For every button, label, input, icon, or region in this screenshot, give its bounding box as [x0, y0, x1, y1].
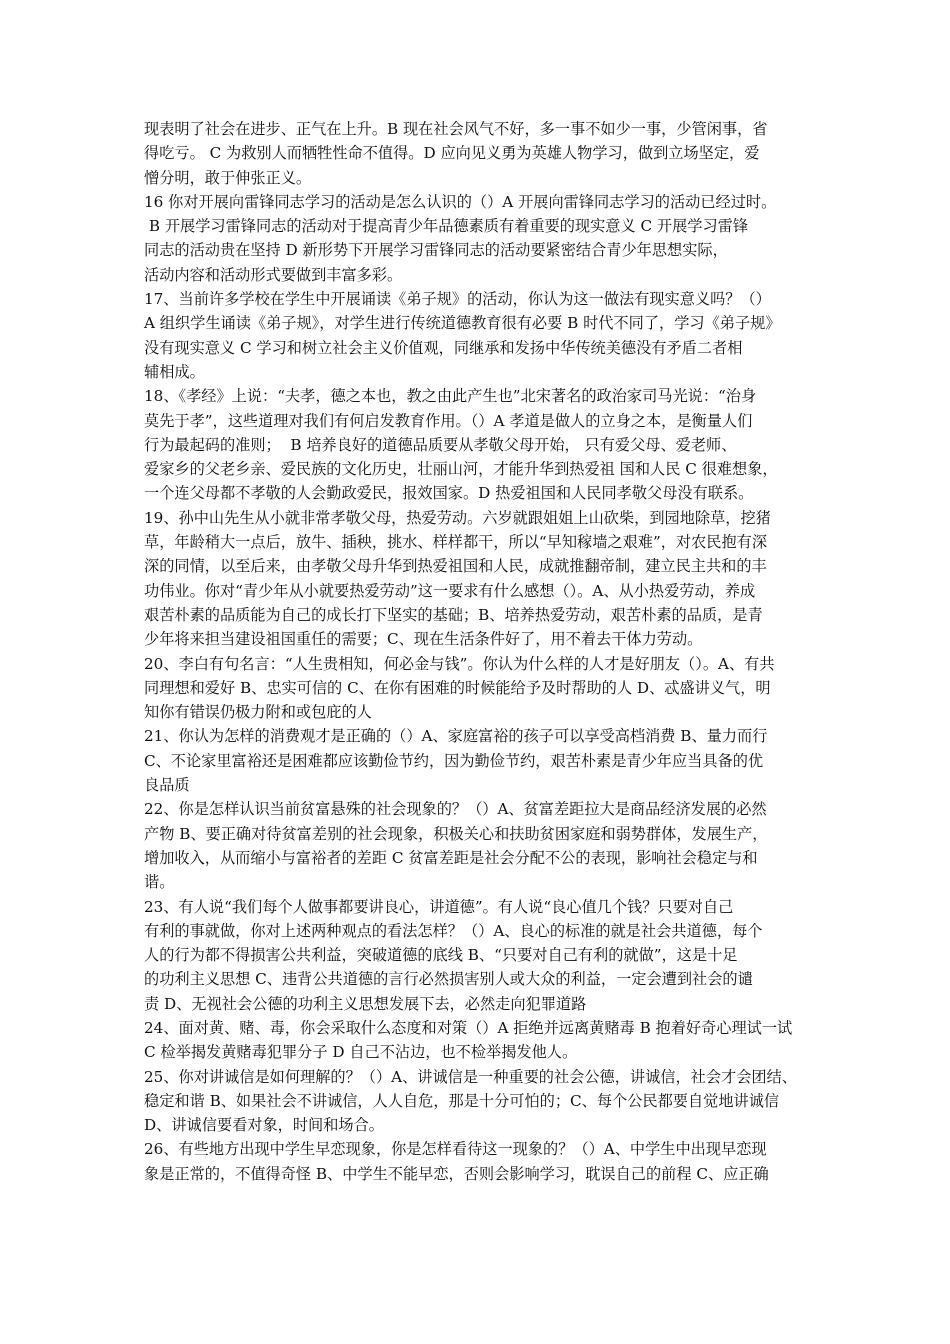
text-line: D、讲诚信要看对象，时间和场合。 [144, 1116, 384, 1135]
text-line: 人的行为都不得损害公共利益，突破道德的底线 B、“只要对自己有利的就做”，这是十足 [144, 946, 738, 965]
text-line: 的功利主义思想 C、违背公共道德的言行必然损害别人或大众的利益，一定会遭到社会的谴 [144, 970, 753, 989]
text-line: 现表明了社会在进步、正气在上升。B 现在社会风气不好，多一事不如少一事，少管闲事，省 [144, 120, 768, 138]
text-line: C、不论家里富裕还是困难都应该勤俭节约，因为勤俭节约，艰苦朴素是青少年应当具备的优 [144, 751, 764, 770]
text-line: 17、当前许多学校在学生中开展诵读《弟子规》的活动，你认为这一做法有现实意义吗？（） [144, 290, 771, 309]
text-line: 25、你对讲诚信是如何理解的？（）A、讲诚信是一种重要的社会公德，讲诚信，社会才会团结、 [144, 1067, 797, 1086]
text-line: 憎分明，敢于伸张正义。 [144, 168, 312, 187]
text-line: 没有现实意义 C 学习和树立社会主义价值观，同继承和发扬中华传统美德没有矛盾二者相 [144, 338, 743, 357]
text-line: 同志的活动贵在坚持 D 新形势下开展学习雷锋同志的活动要紧密结合青少年思想实际， [144, 241, 728, 260]
text-line: 功伟业。你对“青少年从小就要热爱劳动”这一要求有什么感想（）。A、从小热爱劳动，养成 [144, 581, 756, 600]
text-line: 爱家乡的父老乡亲、爱民族的文化历史，壮丽山河，才能升华到热爱祖 国和人民 C 很难想象， [144, 460, 778, 479]
text-line: 26、有些地方出现中学生早恋现象，你是怎样看待这一现象的？（）A、中学生中出现早恋现 [144, 1140, 767, 1159]
text-line: 产物 B、要正确对待贫富差别的社会现象，积极关心和扶助贫困家庭和弱势群体，发展生产， [144, 824, 768, 843]
text-line: 责 D、无视社会公德的功利主义思想发展下去，必然走向犯罪道路 [144, 994, 587, 1013]
text-line: 少年将来担当建设祖国重任的需要；C、现在生活条件好了，用不着去干体力劳动。 [144, 630, 703, 649]
text-line: 21、你认为怎样的消费观才是正确的（）A、家庭富裕的孩子可以享受高档消费 B、量力而行 [144, 727, 768, 746]
text-line: A 组织学生诵读《弟子规》，对学生进行传统道德教育很有必要 B 时代不同了，学习《弟子规》 [144, 314, 781, 333]
text-line: 良品质 [144, 776, 190, 795]
text-line: 有利的事就做，你对上述两种观点的看法怎样？（）A、良心的标准的就是社会共道德，每个 [144, 921, 763, 940]
text-line: 16 你对开展向雷锋同志学习的活动是怎么认识的（）A 开展向雷锋同志学习的活动已经过时。 [144, 192, 777, 211]
document-body-text [144, 117, 824, 1186]
text-line: 一个连父母都不孝敬的人会勤政爱民，报效国家。D 热爱祖国和人民同孝敬父母没有联系。 [144, 484, 754, 503]
text-line: C 检举揭发黄赌毒犯罪分子 D 自己不沾边，也不检举揭发他人。 [144, 1043, 578, 1062]
text-line: 辅相成。 [144, 362, 205, 381]
text-line: 23、有人说“我们每个人做事都要讲良心，讲道德”。有人说“良心值几个钱？只要对自己 [144, 897, 734, 916]
text-line: 莫先于孝”，这些道理对我们有何启发教育作用。（）A 孝道是做人的立身之本，是衡量人们 [144, 411, 753, 430]
text-line: 同理想和爱好 B、忠实可信的 C、在你有困难的时候能给予及时帮助的人 D、忒盛讲义气，明 [144, 678, 771, 697]
text-line: 深的同情，以至后来，由孝敬父母升华到热爱祖国和人民，成就推翻帝制，建立民主共和的丰 [144, 557, 767, 576]
text-line: 行为最起码的准则； B 培养良好的道德品质要从孝敬父母开始， 只有爱父母、爱老师、 [144, 435, 737, 454]
text-line: 稳定和谐 B、如果社会不讲诚信，人人自危，那是十分可怕的；C、每个公民都要自觉地讲诚信 [144, 1091, 780, 1110]
text-line: 19、孙中山先生从小就非常孝敬父母，热爱劳动。六岁就跟姐姐上山砍柴，到园地除草，挖猪 [144, 508, 771, 527]
text-line: 18、《孝经》上说：“夫孝，德之本也，教之由此产生也”北宋著名的政治家司马光说：“治身 [144, 387, 757, 406]
text-line: B 开展学习雷锋同志的活动对于提高青少年品德素质有着重要的现实意义 C 开展学习雷锋 [144, 217, 749, 236]
text-line: 20、李白有句名言：“人生贵相知，何必金与钱”。你认为什么样的人才是好朋友（）。A、有共 [144, 654, 775, 673]
text-line: 活动内容和活动形式要做到丰富多彩。 [144, 265, 403, 284]
text-line: 24、面对黄、赌、毒，你会采取什么态度和对策（）A 拒绝并远离黄赌毒 B 抱着好奇心理试一试 [144, 1018, 793, 1037]
text-line: 艰苦朴素的品质能为自己的成长打下坚实的基础；B、培养热爱劳动，艰苦朴素的品质，是青 [144, 605, 763, 624]
text-line: 知你有错误仍极力附和或包庇的人 [144, 703, 372, 722]
text-line: 谐。 [144, 873, 175, 892]
text-line: 草，年龄稍大一点后，放牛、插秧，挑水、样样都干，所以“早知稼墙之艰难”，对农民抱有深 [144, 533, 768, 552]
text-line: 22、你是怎样认识当前贫富悬殊的社会现象的？（）A、贫富差距拉大是商品经济发展的必然 [144, 800, 767, 819]
text-line: 增加收入，从而缩小与富裕者的差距 C 贫富差距是社会分配不公的表现，影响社会稳定与和 [144, 848, 758, 867]
text-line: 象是正常的，不值得奇怪 B、中学生不能早恋，否则会影响学习，耽误自己的前程 C、应正确 [144, 1164, 769, 1183]
text-line: 得吃亏。 C 为救别人而牺牲性命不值得。D 应向见义勇为英雄人物学习，做到立场坚定，爱 [144, 144, 760, 163]
